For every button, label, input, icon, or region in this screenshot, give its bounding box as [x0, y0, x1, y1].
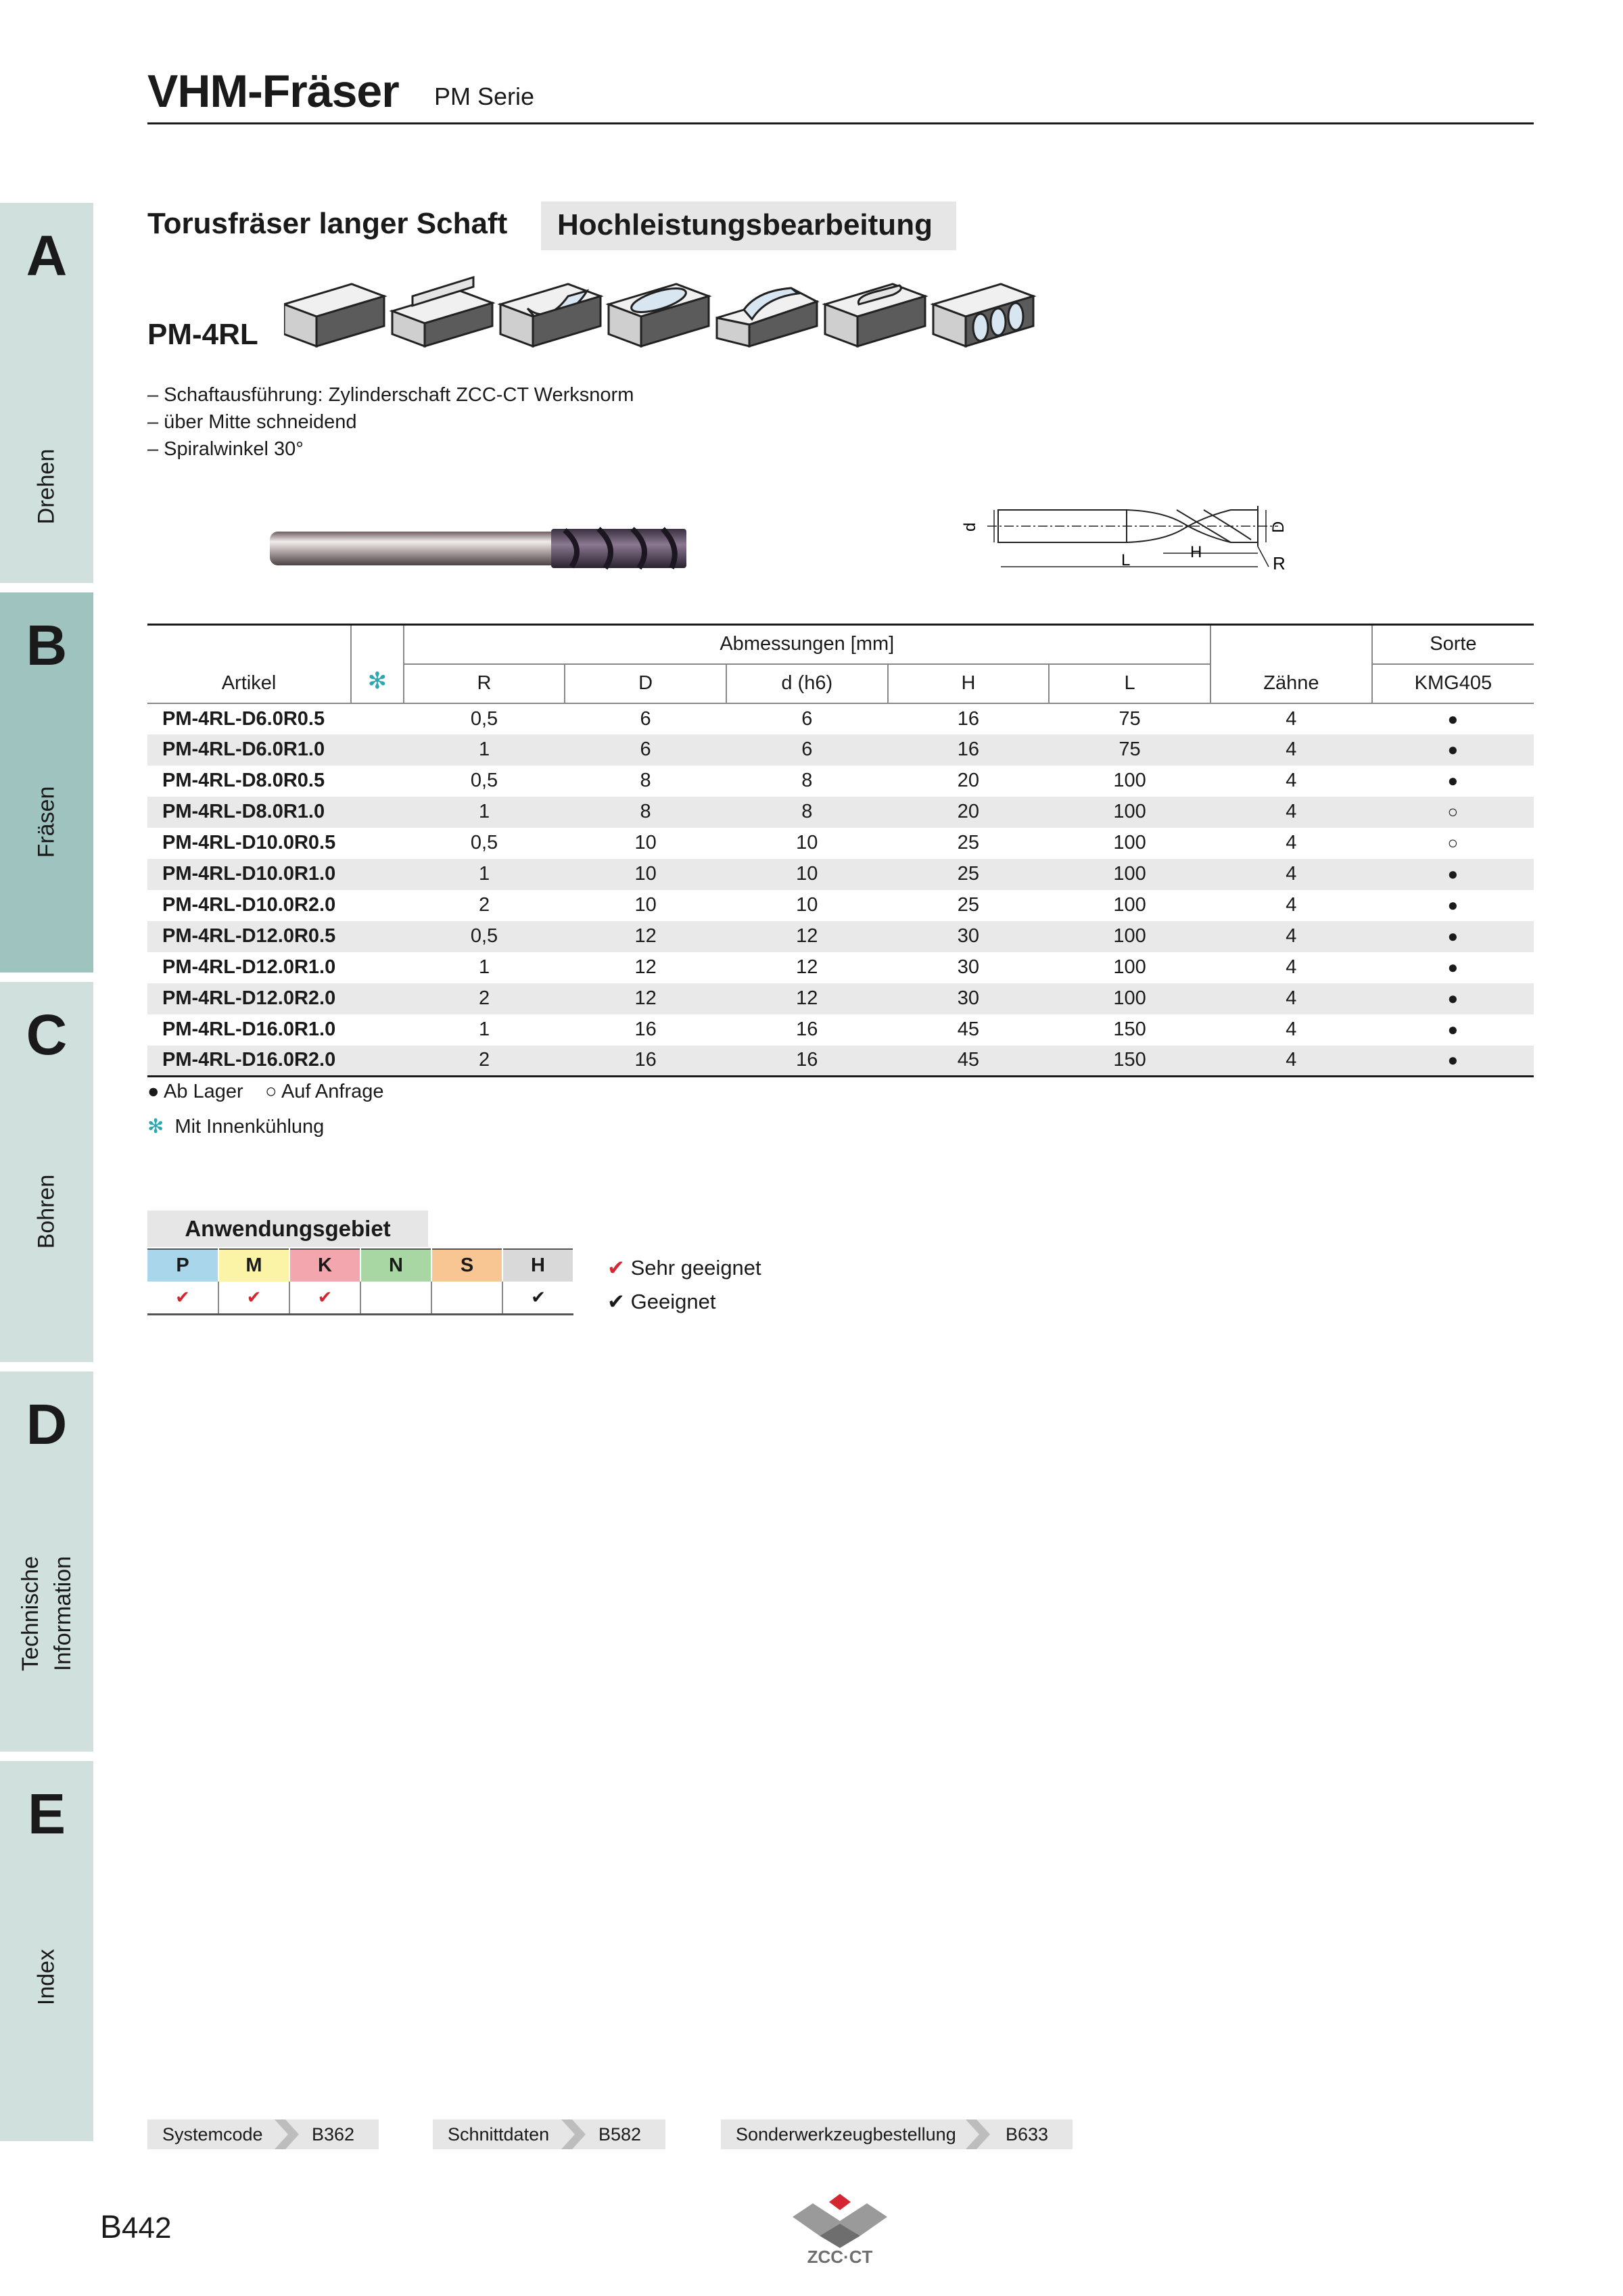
zcc-ct-logo — [786, 2183, 894, 2264]
cell-zaehne: 4 — [1286, 956, 1297, 978]
cell-coolant — [351, 952, 404, 983]
column-header-artikel: Artikel — [147, 625, 351, 703]
tab-letter: B — [26, 613, 68, 677]
cell-H: 45 — [888, 1046, 1050, 1077]
page-header — [147, 62, 1534, 124]
cell-R: 1 — [404, 859, 565, 890]
reference-label: Sonderwerkzeugbestellung — [736, 2124, 956, 2145]
cell-kmg405: ○ — [1372, 797, 1534, 828]
cell-H: 20 — [957, 770, 980, 791]
reference-page: B362 — [311, 2124, 354, 2145]
cell-kmg405: ● — [1372, 734, 1534, 766]
block-icon-face-milling — [284, 284, 384, 346]
tool-image — [267, 521, 700, 575]
cell-R: 0,5 — [470, 707, 498, 730]
cell-zaehne: 4 — [1286, 1018, 1297, 1040]
cell-R: 1 — [404, 734, 565, 766]
feature-item: – Spiralwinkel 30° — [147, 438, 304, 460]
dim-label-R: R — [1273, 553, 1286, 573]
block-icon-pocket-milling — [609, 283, 709, 346]
cell-L: 150 — [1049, 1046, 1210, 1077]
cell-L: 75 — [1119, 707, 1141, 730]
page-number — [100, 2209, 171, 2246]
cell-R: 1 — [404, 797, 565, 828]
tab-label: Index — [33, 1948, 60, 2006]
in-stock-label: Ab Lager — [164, 1081, 243, 1102]
reference-schnittdaten[interactable] — [433, 2119, 665, 2149]
cell-H: 25 — [957, 832, 980, 853]
cell-d-h6: 12 — [726, 921, 888, 952]
feature-list — [147, 381, 634, 463]
stock-legend — [147, 1081, 384, 1103]
reference-label: Systemcode — [162, 2124, 263, 2145]
cell-d-h6: 6 — [726, 734, 888, 766]
cell-L: 150 — [1113, 1018, 1146, 1040]
column-header-zaehne: Zähne — [1210, 625, 1372, 703]
block-icon-keyway-milling — [825, 284, 925, 346]
cell-d-h6: 16 — [726, 1046, 888, 1077]
cell-H: 16 — [888, 734, 1050, 766]
cell-R: 0,5 — [470, 832, 498, 853]
cell-artikel: PM-4RL-D12.0R1.0 — [162, 956, 336, 978]
coolant-legend — [147, 1115, 324, 1138]
cell-artikel: PM-4RL-D10.0R1.0 — [147, 859, 351, 890]
cell-H: 25 — [957, 894, 980, 916]
cell-coolant — [351, 921, 404, 952]
tab-label-line2: Information — [50, 1555, 76, 1672]
on-request-symbol: ○ — [264, 1081, 277, 1102]
column-header-L: L — [1049, 664, 1210, 703]
cell-kmg405: ● — [1447, 1019, 1459, 1039]
table-row — [147, 703, 1534, 734]
page-title: VHM-Fräser — [147, 66, 399, 117]
reference-systemcode[interactable] — [147, 2119, 379, 2149]
product-code: PM-4RL — [147, 318, 258, 351]
material-code-s: S — [431, 1249, 502, 1282]
tool-dimension-drawing — [960, 494, 1298, 588]
on-request-label: Auf Anfrage — [281, 1081, 384, 1102]
tab-letter: C — [26, 1003, 68, 1067]
cell-H: 45 — [957, 1018, 980, 1040]
tab-letter: A — [26, 224, 68, 287]
block-icon-shoulder-milling — [392, 277, 492, 346]
table-row — [147, 1046, 1534, 1077]
coolant-icon: ✻ — [351, 625, 404, 703]
cell-L: 100 — [1113, 894, 1146, 916]
logo-text: ZCC·CT — [807, 2247, 873, 2264]
cell-D: 10 — [634, 894, 657, 916]
cell-kmg405: ● — [1447, 957, 1459, 977]
cell-d-h6: 6 — [801, 707, 813, 730]
cell-kmg405: ● — [1372, 921, 1534, 952]
cell-zaehne: 4 — [1286, 707, 1297, 730]
tab-letter: D — [26, 1392, 68, 1456]
table-row — [147, 859, 1534, 890]
cell-zaehne: 4 — [1210, 921, 1372, 952]
cell-d-h6: 12 — [796, 956, 818, 978]
cell-R: 1 — [478, 1018, 490, 1040]
column-header-d-h6: d (h6) — [726, 664, 888, 703]
cell-kmg405: ● — [1447, 708, 1459, 729]
block-icon-plunge-milling — [933, 284, 1033, 346]
cell-R: 0,5 — [404, 921, 565, 952]
table-row — [147, 1014, 1534, 1046]
tab-fraesen[interactable] — [0, 592, 93, 973]
column-header-H: H — [888, 664, 1050, 703]
product-table — [147, 624, 1534, 1077]
material-suitability-h: ✔ — [502, 1282, 573, 1314]
application-legend — [607, 1251, 761, 1319]
chevron-right-icon — [561, 2119, 588, 2149]
table-row — [147, 828, 1534, 859]
cell-D: 6 — [640, 707, 651, 730]
cell-H: 25 — [888, 859, 1050, 890]
reference-label: Schnittdaten — [448, 2124, 550, 2145]
cell-L: 100 — [1049, 797, 1210, 828]
cell-kmg405: ● — [1372, 1046, 1534, 1077]
cell-d-h6: 10 — [726, 859, 888, 890]
coolant-legend-label: Mit Innenkühlung — [174, 1116, 325, 1138]
cell-R: 1 — [478, 956, 490, 978]
tab-bohren[interactable] — [0, 982, 93, 1362]
chevron-right-icon — [966, 2119, 993, 2149]
tab-label-line1: Technische — [18, 1555, 43, 1672]
cell-L: 100 — [1049, 983, 1210, 1014]
cell-zaehne: 4 — [1210, 734, 1372, 766]
cell-artikel: PM-4RL-D10.0R0.5 — [162, 832, 336, 853]
in-stock-symbol: ● — [147, 1081, 160, 1102]
material-suitability-s — [431, 1282, 502, 1314]
cell-D: 8 — [565, 797, 726, 828]
cell-L: 75 — [1049, 734, 1210, 766]
cell-d-h6: 10 — [796, 894, 818, 916]
reference-sonderwerkzeugbestellung[interactable] — [721, 2119, 1073, 2149]
cell-artikel: PM-4RL-D6.0R0.5 — [162, 707, 325, 730]
table-row — [147, 890, 1534, 921]
material-suitability-p: ✔ — [147, 1282, 218, 1314]
dim-label-D: D — [1269, 521, 1288, 533]
cell-L: 100 — [1049, 921, 1210, 952]
cell-coolant — [351, 890, 404, 921]
cell-kmg405: ● — [1447, 770, 1459, 791]
cell-d-h6: 8 — [726, 797, 888, 828]
cell-D: 12 — [565, 983, 726, 1014]
cell-artikel: PM-4RL-D12.0R0.5 — [147, 921, 351, 952]
tab-label: Drehen — [33, 448, 60, 525]
cell-coolant — [351, 1046, 404, 1077]
cell-artikel: PM-4RL-D8.0R1.0 — [147, 797, 351, 828]
table-row — [147, 952, 1534, 983]
column-header-kmg405: KMG405 — [1372, 664, 1534, 703]
material-code-p: P — [147, 1249, 218, 1282]
cell-artikel: PM-4RL-D12.0R2.0 — [147, 983, 351, 1014]
material-suitability-m: ✔ — [218, 1282, 289, 1314]
cell-kmg405: ○ — [1447, 833, 1459, 853]
application-area-table — [147, 1248, 574, 1315]
cell-H: 30 — [888, 921, 1050, 952]
cell-D: 12 — [565, 921, 726, 952]
cell-D: 8 — [640, 770, 651, 791]
column-group-sorte: Sorte — [1372, 625, 1534, 664]
feature-item: – über Mitte schneidend — [147, 411, 357, 433]
cell-D: 16 — [565, 1046, 726, 1077]
material-code-h: H — [502, 1249, 573, 1282]
cell-d-h6: 12 — [726, 983, 888, 1014]
application-block-icons — [284, 271, 1041, 352]
very-suitable-check-icon: ✔ — [607, 1256, 625, 1280]
cell-H: 20 — [888, 797, 1050, 828]
cell-R: 2 — [478, 894, 490, 916]
coolant-legend-icon: ✻ — [147, 1116, 164, 1138]
cell-R: 2 — [404, 983, 565, 1014]
cell-zaehne: 4 — [1210, 797, 1372, 828]
tab-drehen[interactable] — [0, 203, 93, 583]
cell-zaehne: 4 — [1210, 983, 1372, 1014]
cell-kmg405: ● — [1372, 859, 1534, 890]
tab-label — [14, 1556, 79, 1671]
cell-R: 2 — [404, 1046, 565, 1077]
cell-coolant — [351, 703, 404, 734]
cell-L: 100 — [1113, 832, 1146, 853]
page-number-value: 442 — [122, 2211, 172, 2245]
application-area-title: Anwendungsgebiet — [147, 1211, 428, 1247]
page-section-letter: B — [100, 2209, 122, 2245]
tab-label: Fräsen — [33, 786, 60, 858]
cell-H: 16 — [957, 707, 980, 730]
series-label: PM Serie — [434, 83, 535, 110]
cell-zaehne: 4 — [1210, 859, 1372, 890]
cell-H: 30 — [888, 983, 1050, 1014]
block-icon-slot-milling — [500, 284, 601, 346]
section-badge: Hochleistungsbearbeitung — [541, 202, 956, 250]
cell-coolant — [351, 828, 404, 859]
cell-d-h6: 16 — [796, 1018, 818, 1040]
table-row — [147, 766, 1534, 797]
cell-D: 6 — [565, 734, 726, 766]
section-title: Torusfräser langer Schaft — [147, 207, 508, 240]
cell-kmg405: ● — [1372, 983, 1534, 1014]
cell-D: 16 — [634, 1018, 657, 1040]
tab-letter: E — [27, 1782, 66, 1846]
cell-L: 100 — [1049, 859, 1210, 890]
cell-coolant — [351, 1014, 404, 1046]
tab-label: Bohren — [33, 1174, 60, 1249]
cell-d-h6: 10 — [796, 832, 818, 853]
cell-R: 0,5 — [470, 770, 498, 791]
cell-d-h6: 8 — [801, 770, 813, 791]
block-icon-profile-milling — [717, 288, 817, 346]
cell-artikel: PM-4RL-D8.0R0.5 — [162, 770, 325, 791]
column-header-R: R — [404, 664, 565, 703]
reference-page: B582 — [598, 2124, 641, 2145]
cell-artikel: PM-4RL-D6.0R1.0 — [147, 734, 351, 766]
cell-L: 100 — [1113, 956, 1146, 978]
cell-D: 12 — [634, 956, 657, 978]
table-row — [147, 797, 1534, 828]
material-code-n: N — [360, 1249, 431, 1282]
table-row — [147, 734, 1534, 766]
dim-label-L: L — [1121, 551, 1131, 569]
cell-D: 10 — [565, 859, 726, 890]
cell-coolant — [351, 797, 404, 828]
cell-coolant — [351, 766, 404, 797]
chevron-right-icon — [275, 2119, 302, 2149]
cell-zaehne: 4 — [1286, 894, 1297, 916]
column-group-abmessungen: Abmessungen [mm] — [404, 625, 1210, 664]
suitable-label: Geeignet — [630, 1290, 716, 1313]
cell-coolant — [351, 983, 404, 1014]
tab-technische-information[interactable] — [0, 1372, 93, 1752]
very-suitable-label: Sehr geeignet — [630, 1256, 761, 1280]
suitable-check-icon: ✔ — [607, 1290, 625, 1313]
tab-index[interactable] — [0, 1761, 93, 2141]
feature-item: – Schaftausführung: Zylinderschaft ZCC-CT Werksnorm — [147, 384, 634, 406]
cell-zaehne: 4 — [1286, 770, 1297, 791]
cell-L: 100 — [1113, 770, 1146, 791]
cell-artikel: PM-4RL-D16.0R1.0 — [162, 1018, 336, 1040]
material-suitability-k: ✔ — [289, 1282, 360, 1314]
reference-page: B633 — [1005, 2124, 1048, 2145]
column-header-D: D — [565, 664, 726, 703]
cell-zaehne: 4 — [1286, 832, 1297, 853]
cell-D: 10 — [634, 832, 657, 853]
cell-zaehne: 4 — [1210, 1046, 1372, 1077]
cell-H: 30 — [957, 956, 980, 978]
dim-label-H: H — [1190, 543, 1202, 561]
cell-artikel: PM-4RL-D16.0R2.0 — [147, 1046, 351, 1077]
cell-artikel: PM-4RL-D10.0R2.0 — [162, 894, 336, 916]
cell-kmg405: ● — [1447, 895, 1459, 915]
material-code-k: K — [289, 1249, 360, 1282]
material-code-m: M — [218, 1249, 289, 1282]
dim-label-d: d — [961, 522, 979, 532]
material-suitability-n — [360, 1282, 431, 1314]
cell-coolant — [351, 859, 404, 890]
table-row — [147, 921, 1534, 952]
table-row — [147, 983, 1534, 1014]
cell-coolant — [351, 734, 404, 766]
